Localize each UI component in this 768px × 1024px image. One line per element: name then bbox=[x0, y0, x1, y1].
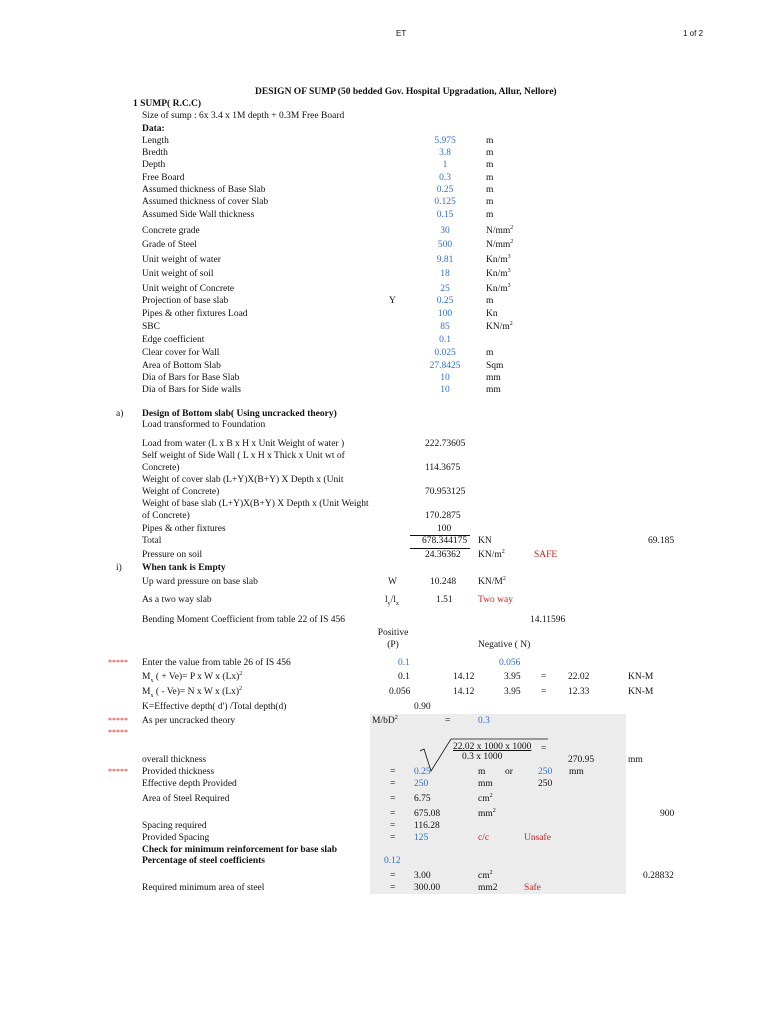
prov-spacing-label: Provided Spacing bbox=[142, 833, 210, 843]
projection-symbol: Y bbox=[389, 296, 396, 306]
mx-positive-value: 22.02 bbox=[568, 672, 590, 682]
load-water-value: 222.73605 bbox=[425, 439, 466, 449]
pct-label: Percentage of steel coefficients bbox=[142, 856, 265, 866]
overall-label: overall thickness bbox=[142, 755, 207, 765]
min-cm-eq: = bbox=[390, 871, 396, 881]
positive-p-label: (P) bbox=[387, 640, 399, 650]
load-wall-label-2: Concrete) bbox=[142, 463, 180, 473]
total-extra: 69.185 bbox=[648, 536, 675, 546]
twoway-symbol: $l_y/l_x$ bbox=[385, 595, 399, 607]
input-label: Depth bbox=[142, 160, 166, 170]
input-unit: m bbox=[486, 173, 494, 183]
min-area-eq: = bbox=[390, 883, 396, 893]
load-base-label-2: of Concrete) bbox=[142, 511, 190, 521]
uncracked-value: 0.3 bbox=[478, 716, 490, 726]
section-a-sub: Load transformed to Foundation bbox=[142, 420, 266, 430]
min-area-label: Required minimum area of steel bbox=[142, 883, 265, 893]
formula-eq: = bbox=[541, 744, 547, 754]
input-unit: Sqm bbox=[486, 361, 504, 371]
input-value: 100 bbox=[437, 309, 453, 319]
mx-positive-eq: = bbox=[541, 672, 547, 682]
negative-label: Negative ( N) bbox=[478, 640, 531, 650]
min-area-value: 300.00 bbox=[414, 883, 441, 893]
input-unit: $KN/m^2$ bbox=[486, 320, 513, 332]
empty-mark: i) bbox=[116, 563, 122, 573]
provided-v1: 0.25 bbox=[414, 767, 431, 777]
coeff-label: Enter the value from table 26 of IS 456 bbox=[142, 658, 291, 668]
data-label: Data: bbox=[142, 124, 165, 134]
input-label: Bredth bbox=[142, 148, 168, 158]
min-area-status: Safe bbox=[524, 883, 541, 893]
section-a-heading: Design of Bottom slab( Using uncracked theory) bbox=[142, 409, 337, 419]
eff-eq: = bbox=[390, 779, 396, 789]
pressure-value: 24.36362 bbox=[425, 550, 461, 560]
input-value: 9.81 bbox=[436, 255, 454, 265]
input-value: 18 bbox=[440, 269, 450, 279]
input-value: 0.3 bbox=[439, 173, 451, 183]
spacing-label: Spacing required bbox=[142, 821, 207, 831]
stars-marker: ***** bbox=[108, 728, 128, 737]
upward-unit: $KN/M^2$ bbox=[478, 575, 506, 587]
load-pipes-value: 100 bbox=[437, 524, 452, 534]
load-base-value: 170.2875 bbox=[425, 511, 461, 521]
header-center: ET bbox=[396, 29, 407, 38]
input-value: 0.25 bbox=[436, 185, 454, 195]
twoway-value: 1.51 bbox=[436, 595, 453, 605]
input-unit: $Kn/m^3$ bbox=[486, 282, 511, 294]
total-unit: KN bbox=[478, 536, 492, 546]
mx-positive-c3: 3.95 bbox=[504, 672, 521, 682]
area-mm-eq: = bbox=[390, 809, 396, 819]
mx-negative-c1: 0.056 bbox=[389, 687, 411, 697]
input-value: 3.8 bbox=[439, 148, 451, 158]
mx-positive-unit: KN-M bbox=[628, 672, 654, 682]
input-value: 30 bbox=[440, 226, 450, 236]
load-cover-label-2: Weight of Concrete) bbox=[142, 487, 220, 497]
pct-value: 0.12 bbox=[384, 856, 401, 866]
coeff-positive: 0.1 bbox=[398, 658, 410, 668]
load-wall-value: 114.3675 bbox=[425, 463, 461, 473]
stars-marker: ***** bbox=[108, 767, 128, 776]
input-label: Unit weight of water bbox=[142, 255, 221, 265]
input-value: 0.1 bbox=[439, 335, 451, 345]
load-base-label: Weight of base slab (L+Y)X(B+Y) X Depth x (Unit Weight bbox=[142, 499, 369, 509]
input-unit: m bbox=[486, 160, 494, 170]
input-label: Unit weight of Concrete bbox=[142, 284, 235, 294]
formula-denominator: 0.3 x 1000 bbox=[462, 752, 503, 762]
stars-marker: ***** bbox=[108, 658, 128, 667]
eff-value: 250 bbox=[414, 779, 429, 789]
twoway-status: Two way bbox=[478, 595, 513, 605]
pressure-unit: $KN/m^2$ bbox=[478, 548, 505, 560]
load-water-label: Load from water (L x B x H x Unit Weight of water ) bbox=[142, 439, 345, 449]
formula-value: 270.95 bbox=[568, 755, 595, 765]
uncracked-label: As per uncracked theory bbox=[142, 716, 236, 726]
eff-v2: 250 bbox=[538, 779, 553, 789]
mx-negative-unit: KN-M bbox=[628, 687, 654, 697]
input-label: Concrete grade bbox=[142, 226, 200, 236]
input-unit: $Kn/m^3$ bbox=[486, 267, 511, 279]
input-unit: m bbox=[486, 136, 494, 146]
input-unit: m bbox=[486, 197, 494, 207]
input-value: 0.15 bbox=[436, 210, 454, 220]
load-wall-label: Self weight of Side Wall ( L x H x Thick x Unit wt of bbox=[142, 451, 345, 461]
provided-u1: m bbox=[478, 767, 486, 777]
provided-v2: 250 bbox=[538, 767, 553, 777]
provided-eq: = bbox=[390, 767, 396, 777]
input-label: Assumed thickness of cover Slab bbox=[142, 197, 269, 207]
mx-negative-c3: 3.95 bbox=[504, 687, 521, 697]
spacing-value: 116.28 bbox=[414, 821, 440, 831]
area-value: 6.75 bbox=[414, 794, 431, 804]
total-label: Total bbox=[142, 536, 162, 546]
area-unit: $cm^2$ bbox=[478, 792, 493, 804]
formula-unit: mm bbox=[628, 755, 643, 765]
twoway-label: As a two way slab bbox=[142, 595, 212, 605]
mx-negative-value: 12.33 bbox=[568, 687, 590, 697]
stars-marker: ***** bbox=[108, 716, 128, 725]
load-pipes-label: Pipes & other fixtures bbox=[142, 524, 226, 534]
input-label: Dia of Bars for Base Slab bbox=[142, 373, 240, 383]
upward-label: Up ward pressure on base slab bbox=[142, 577, 258, 587]
input-value: 0.025 bbox=[434, 348, 456, 358]
upward-symbol: W bbox=[388, 577, 397, 587]
prov-spacing-status: Unsafe bbox=[524, 833, 551, 843]
input-label: Projection of base slab bbox=[142, 296, 229, 306]
spacing-eq: = bbox=[390, 821, 396, 831]
input-value: 500 bbox=[437, 240, 453, 250]
input-label: Area of Bottom Slab bbox=[142, 361, 221, 371]
input-label: Clear cover for Wall bbox=[142, 348, 220, 358]
section-heading: 1 SUMP( R.C.C) bbox=[133, 99, 202, 109]
input-unit: m bbox=[486, 348, 494, 358]
input-label: SBC bbox=[142, 322, 160, 332]
k-label: K=Effective depth( d') /Total depth(d) bbox=[142, 702, 287, 712]
mx-positive-c2: 14.12 bbox=[453, 672, 475, 682]
input-value: 10 bbox=[440, 385, 450, 395]
k-value: 0.90 bbox=[414, 702, 431, 712]
sump-size-line: Size of sump : 6x 3.4 x 1M depth + 0.3M Free Board bbox=[142, 111, 345, 121]
upward-value: 10.248 bbox=[430, 577, 457, 587]
pressure-status: SAFE bbox=[534, 550, 558, 560]
input-label: Grade of Steel bbox=[142, 240, 197, 250]
coeff-negative: 0.056 bbox=[499, 658, 521, 668]
mx-negative-label: $M_x$ ( - Ve)= N x W x $(Lx)^2$ bbox=[142, 685, 243, 699]
input-label: Assumed thickness of Base Slab bbox=[142, 185, 266, 195]
mx-positive-c1: 0.1 bbox=[398, 672, 410, 682]
area-mm-value: 675.08 bbox=[414, 809, 441, 819]
uncracked-eq: = bbox=[445, 716, 451, 726]
prov-spacing-eq: = bbox=[390, 833, 396, 843]
input-label: Pipes & other fixtures Load bbox=[142, 309, 248, 319]
load-cover-value: 70.953125 bbox=[425, 487, 466, 497]
total-value: 678.344175 bbox=[422, 536, 468, 546]
area-mm-unit: $mm^2$ bbox=[478, 807, 496, 819]
pressure-label: Pressure on soil bbox=[142, 550, 203, 560]
mx-negative-eq: = bbox=[541, 687, 547, 697]
provided-or: or bbox=[505, 767, 513, 777]
min-cm-unit: $cm^2$ bbox=[478, 869, 493, 881]
input-value: 10 bbox=[440, 373, 450, 383]
input-value: 0.125 bbox=[434, 197, 456, 207]
input-unit: m bbox=[486, 148, 494, 158]
bm-value: 14.11596 bbox=[530, 615, 566, 625]
input-unit: m bbox=[486, 185, 494, 195]
input-unit: Kn bbox=[486, 309, 498, 319]
input-label: Assumed Side Wall thickness bbox=[142, 210, 255, 220]
area-mm-extra: 900 bbox=[660, 809, 675, 819]
min-cm-value: 3.00 bbox=[414, 871, 431, 881]
eff-unit: mm bbox=[478, 779, 493, 789]
input-unit: $Kn/m^3$ bbox=[486, 253, 511, 265]
input-unit: mm bbox=[486, 373, 501, 383]
input-value: 0.25 bbox=[436, 296, 454, 306]
input-unit: m bbox=[486, 210, 494, 220]
uncracked-symbol: $M/bD^2$ bbox=[372, 714, 398, 726]
input-value: 25 bbox=[440, 284, 450, 294]
load-cover-label: Weight of cover slab (L+Y)X(B+Y) X Depth x (Unit bbox=[142, 475, 344, 485]
total-underline bbox=[410, 548, 470, 549]
input-unit: mm bbox=[486, 385, 501, 395]
min-area-unit: mm2 bbox=[478, 883, 498, 893]
input-label: Edge coefficient bbox=[142, 335, 205, 345]
input-label: Free Board bbox=[142, 173, 185, 183]
input-label: Length bbox=[142, 136, 169, 146]
mx-negative-c2: 14.12 bbox=[453, 687, 475, 697]
input-unit: $N/mm^2$ bbox=[486, 238, 514, 250]
bm-label: Bending Moment Coefficient from table 22 of IS 456 bbox=[142, 615, 345, 625]
prov-spacing-value: 125 bbox=[414, 833, 429, 843]
input-unit: $N/mm^2$ bbox=[486, 224, 514, 236]
prov-spacing-unit: c/c bbox=[478, 833, 490, 843]
input-label: Dia of Bars for Side walls bbox=[142, 385, 241, 395]
min-cm-extra: 0.28832 bbox=[643, 871, 674, 881]
eff-label: Effective depth Provided bbox=[142, 779, 237, 789]
input-label: Unit weight of soil bbox=[142, 269, 214, 279]
input-value: 5.975 bbox=[434, 136, 456, 146]
input-value: 85 bbox=[440, 322, 450, 332]
section-mark-a: a) bbox=[116, 409, 124, 419]
area-label: Area of Steel Required bbox=[142, 794, 230, 804]
positive-label: Positive bbox=[377, 628, 409, 638]
area-eq: = bbox=[390, 794, 396, 804]
input-value: 27.8425 bbox=[429, 361, 461, 371]
input-unit: m bbox=[486, 296, 494, 306]
empty-heading: When tank is Empty bbox=[142, 563, 226, 573]
input-value: 1 bbox=[442, 160, 448, 170]
provided-u2: mm bbox=[569, 767, 584, 777]
mx-positive-label: $M_x$ ( + Ve)= P x W x $(Lx)^2$ bbox=[142, 670, 243, 684]
provided-label: Provided thickness bbox=[142, 767, 215, 777]
page-title: DESIGN OF SUMP (50 bedded Gov. Hospital Upgradation, Allur, Nellore) bbox=[255, 87, 557, 97]
page-number: 1 of 2 bbox=[683, 29, 704, 38]
formula-numerator: 22.02 x 1000 x 1000 bbox=[453, 742, 532, 752]
check-heading: Check for minimum reinforcement for base slab bbox=[142, 845, 338, 855]
